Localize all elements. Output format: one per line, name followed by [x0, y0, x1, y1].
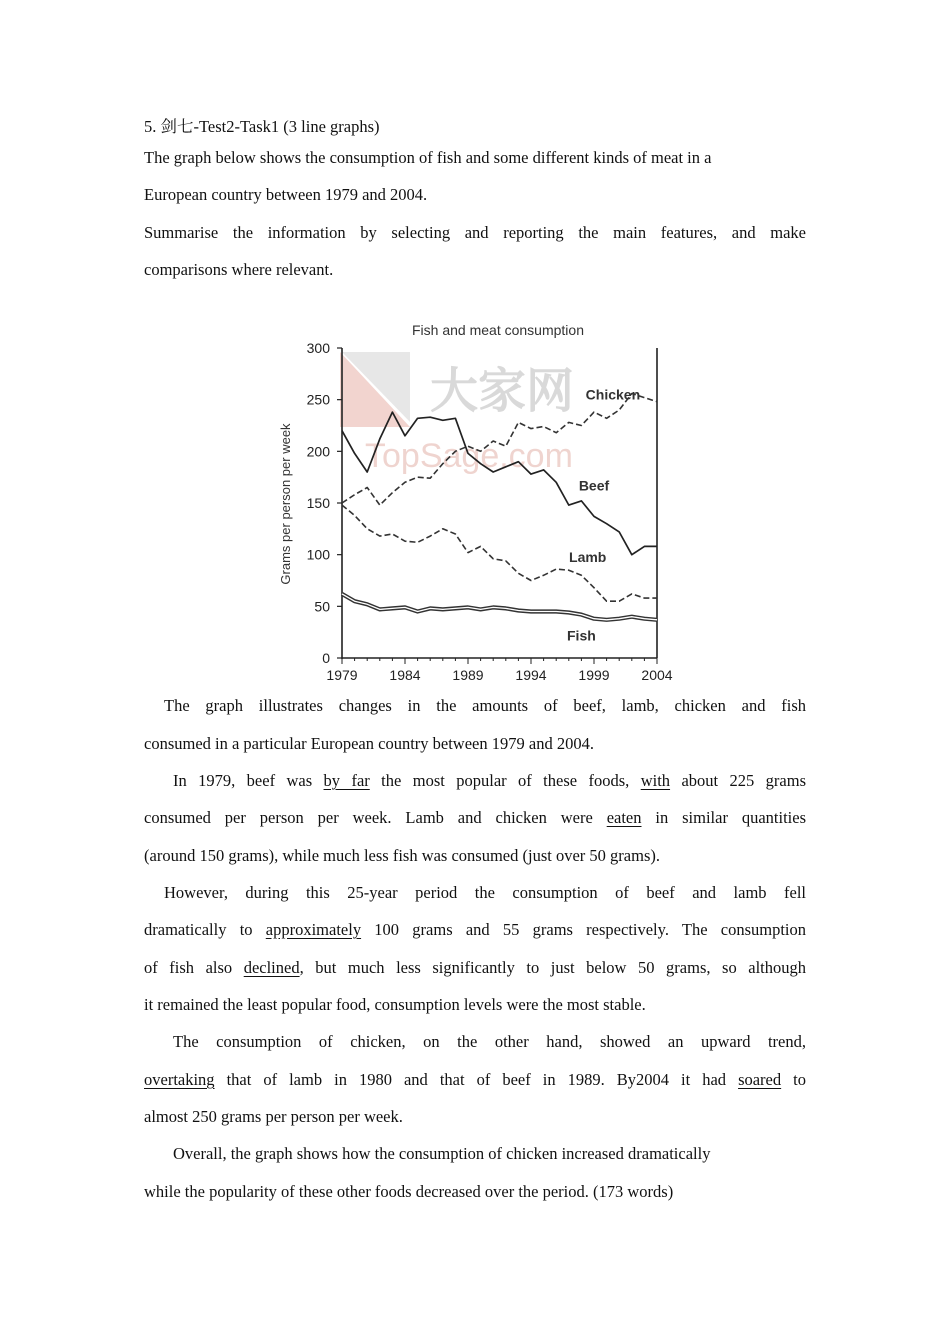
watermark	[340, 352, 574, 475]
p3-line-4: it remained the least popular food, consumption levels were the most stable.	[144, 995, 646, 1014]
y-tick-label: 200	[306, 443, 330, 460]
underlined-soared: soared	[738, 1070, 782, 1089]
p2-line-2: consumed per person per week. Lamb and chicken were eaten in similar quantities	[144, 808, 806, 827]
x-tick-label: 1979	[326, 667, 358, 683]
series-line-lamb	[342, 505, 657, 601]
watermark-cn: 大家网	[430, 365, 575, 418]
underlined-eaten: eaten	[606, 808, 642, 827]
series-label-beef: Beef	[578, 477, 610, 494]
underlined-with: with	[640, 771, 671, 790]
y-tick-label: 50	[314, 598, 330, 615]
chart-title: Fish and meat consumption	[412, 322, 584, 338]
p3-line-3: of fish also declined, but much less significantly to just below 50 grams, so although	[144, 958, 806, 977]
p1-line-2: consumed in a particular European country between 1979 and 2004.	[144, 734, 594, 753]
y-axis-label: Grams per person per week	[278, 423, 293, 585]
underlined-approximately: approximately	[265, 920, 362, 939]
p2-line-1: In 1979, beef was by far the most popular of these foods, with about 225 grams	[173, 771, 806, 790]
y-tick-label: 250	[306, 391, 330, 408]
series-label-chicken: Chicken	[585, 386, 641, 403]
p3-line-1: However, during this 25-year period the consumption of beef and lamb fell	[164, 883, 806, 902]
prompt-line-2: European country between 1979 and 2004.	[144, 185, 428, 204]
task-title: 5. 剑七-Test2-Task1 (3 line graphs)	[144, 117, 380, 136]
p4-line-3: almost 250 grams per person per week.	[144, 1107, 403, 1126]
x-tick-label: 1994	[515, 667, 547, 683]
instruction-line-1: Summarise the information by selecting and reporting the main features, and make	[144, 223, 806, 242]
series-line-beef	[342, 412, 657, 555]
x-tick-label: 1989	[452, 667, 484, 683]
y-tick-label: 150	[306, 495, 330, 511]
y-tick-label: 300	[306, 340, 330, 356]
p3-line-2: dramatically to approximately 100 grams and 55 grams respectively. The consumption	[144, 920, 807, 939]
p5-line-2: while the popularity of these other foods decreased over the period. (173 words)	[144, 1182, 674, 1201]
x-tick-label: 2004	[641, 667, 673, 683]
p1-line-1: The graph illustrates changes in the amounts of beef, lamb, chicken and fish	[164, 696, 806, 715]
series-label-lamb: Lamb	[569, 548, 607, 565]
prompt-line-1: The graph below shows the consumption of fish and some different kinds of meat in a	[144, 148, 712, 167]
y-tick-label: 0	[322, 650, 330, 666]
p4-line-2: overtaking that of lamb in 1980 and that of beef in 1989. By2004 it had soared to	[144, 1070, 806, 1089]
x-tick-label: 1999	[578, 667, 610, 683]
chart-series	[342, 394, 657, 620]
line-chart	[270, 312, 690, 690]
underlined-overtaking: overtaking	[144, 1070, 215, 1089]
p2-line-3: (around 150 grams), while much less fish was consumed (just over 50 grams).	[144, 846, 660, 865]
series-label-fish: Fish	[567, 627, 596, 644]
series-line-fish	[342, 594, 657, 620]
y-tick-label: 100	[306, 546, 330, 563]
p5-line-1: Overall, the graph shows how the consumption of chicken increased dramatically	[173, 1144, 711, 1163]
x-tick-label: 1984	[389, 667, 421, 683]
watermark-en: TopSage.com	[365, 437, 573, 475]
p4-line-1: The consumption of chicken, on the other hand, showed an upward trend,	[173, 1032, 806, 1051]
underlined-by-far: by far	[323, 771, 370, 790]
underlined-declined: declined	[243, 958, 300, 977]
instruction-line-2: comparisons where relevant.	[144, 260, 334, 279]
